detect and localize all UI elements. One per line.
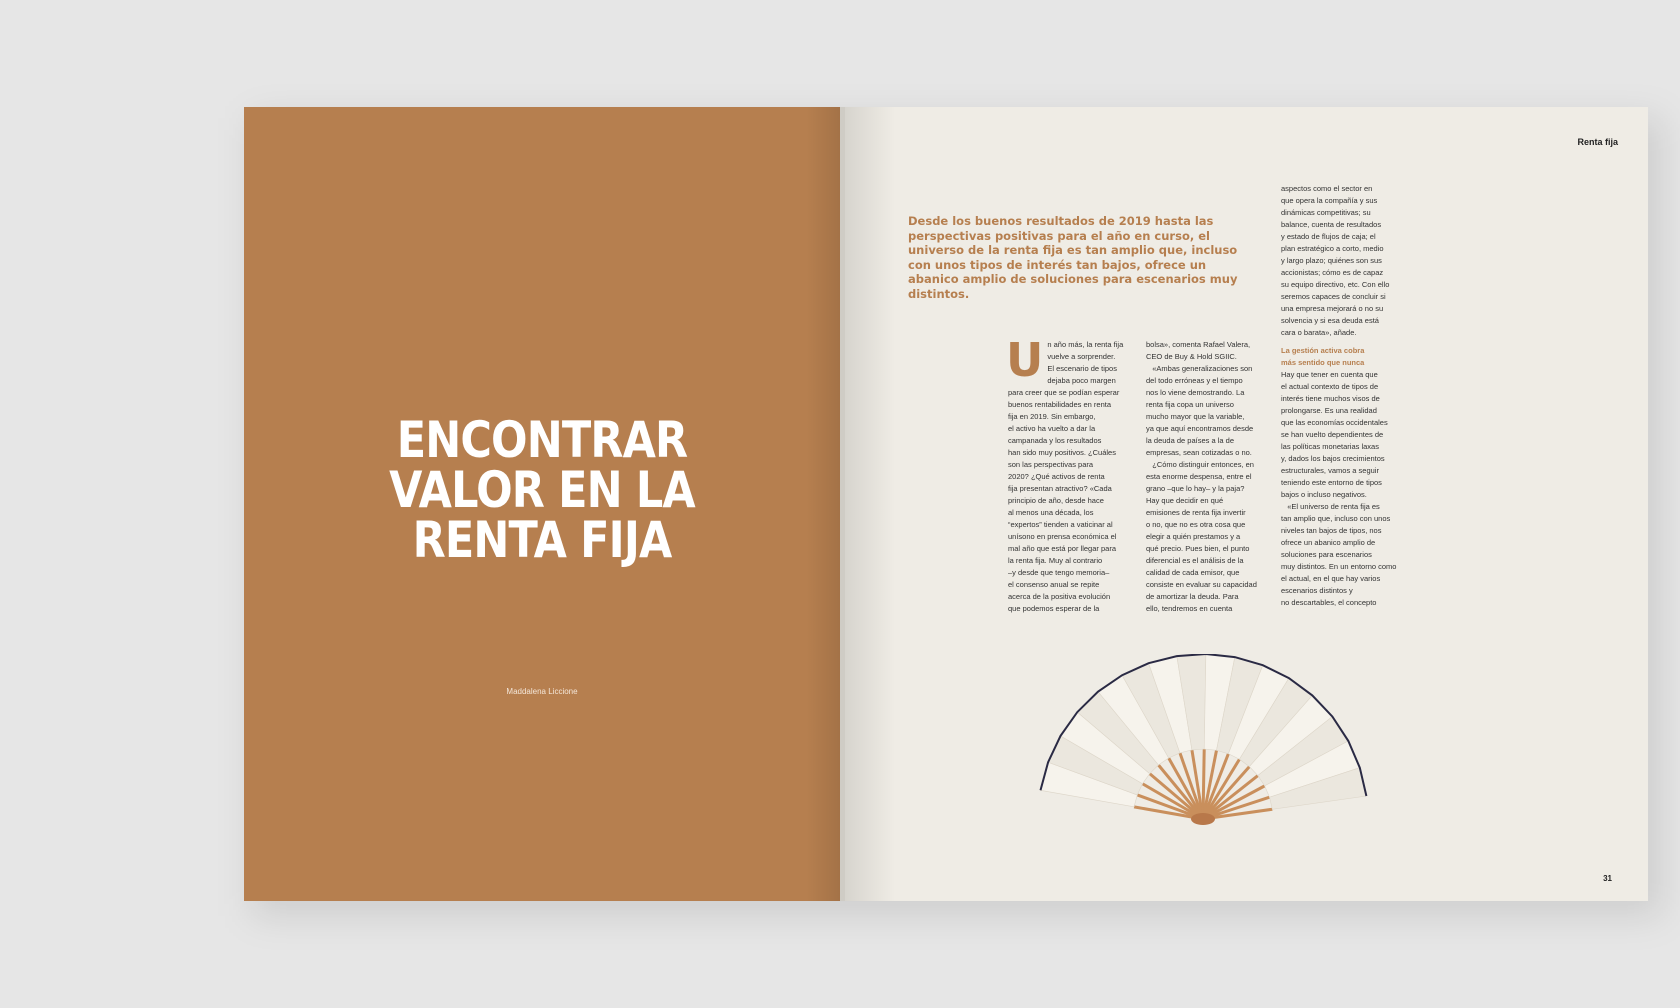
right-page: [845, 107, 1648, 901]
text-line: balance, cuenta de resultados: [1281, 220, 1382, 229]
section-tag: Renta fija: [1577, 137, 1618, 147]
text-line: muy distintos. En un entorno como: [1281, 562, 1397, 571]
text-line: buenos rentabilidades en renta: [1008, 400, 1111, 409]
text-line: «Ambas generalizaciones son: [1146, 364, 1253, 373]
text-line: el actual, en el que hay varios: [1281, 574, 1381, 583]
text-line: el activo ha vuelto a dar la: [1008, 424, 1096, 433]
lead-paragraph: Desde los buenos resultados de 2019 hasta las perspectivas positivas para el año en curso, el universo de la renta fija es tan amplio que, incluso con unos tipos de interés tan bajos, ofrece un abanico amplio de soluciones para escenarios muy distintos.: [908, 214, 1238, 301]
text-line: el actual contexto de tipos de: [1281, 382, 1379, 391]
text-line: ello, tendremos en cuenta: [1146, 604, 1233, 613]
subheading: [1281, 345, 1401, 369]
text-line: y, dados los bajos crecimientos: [1281, 454, 1385, 463]
text-line: de amortizar la deuda. Para: [1146, 592, 1239, 601]
text-line: mucho mayor que la variable,: [1146, 412, 1245, 421]
author-byline: Maddalena Liccione: [506, 687, 578, 696]
text-line: esta enorme despensa, entre el: [1146, 472, 1252, 481]
text-line: no descartables, el concepto: [1281, 598, 1377, 607]
text-line: su equipo directivo, etc. Con ello: [1281, 280, 1390, 289]
column-2-text: [1146, 339, 1264, 615]
text-line: que podemos esperar de la: [1008, 604, 1100, 613]
text-line: dinámicas competitivas; su: [1281, 208, 1371, 217]
text-line: aspectos como el sector en: [1281, 184, 1373, 193]
text-line: plan estratégico a corto, medio: [1281, 244, 1384, 253]
column-3-text-after: [1281, 369, 1401, 609]
title-line: ENCONTRAR: [396, 411, 688, 469]
text-line: solvencia y si esa deuda está: [1281, 316, 1379, 325]
left-page: [244, 107, 840, 901]
text-line: al menos una década, los: [1008, 508, 1094, 517]
text-line: han sido muy positivos. ¿Cuáles: [1008, 448, 1116, 457]
text-line: mal año que está por llegar para: [1008, 544, 1116, 553]
text-line: la renta fija. Muy al contrario: [1008, 556, 1103, 565]
text-line: las políticas monetarias laxas: [1281, 442, 1379, 451]
text-line: estructurales, vamos a seguir: [1281, 466, 1379, 475]
text-line: fija presentan atractivo? «Cada: [1008, 484, 1112, 493]
text-line: la deuda de países a la de: [1146, 436, 1234, 445]
subheading-line: La gestión activa cobra: [1281, 346, 1365, 355]
text-line: emisiones de renta fija invertir: [1146, 508, 1246, 517]
text-line: elegir a quién prestamos y a: [1146, 532, 1241, 541]
text-line: seremos capaces de concluir si: [1281, 292, 1386, 301]
text-line: ya que aquí encontramos desde: [1146, 424, 1254, 433]
subheading-line: más sentido que nunca: [1281, 358, 1365, 367]
text-line: interés tiene muchos visos de: [1281, 394, 1380, 403]
text-line: Hay que decidir en qué: [1146, 496, 1224, 505]
text-line: una empresa mejorará o no su: [1281, 304, 1384, 313]
text-line: prolongarse. Es una realidad: [1281, 406, 1377, 415]
column-3-text-before: [1281, 183, 1401, 339]
text-line: fija en 2019. Sin embargo,: [1008, 412, 1096, 421]
text-line: ofrece un abanico amplio de: [1281, 538, 1376, 547]
text-line: grano –que lo hay– y la paja?: [1146, 484, 1245, 493]
text-line: diferencial es el análisis de la: [1146, 556, 1244, 565]
text-line: empresas, sean cotizadas o no.: [1146, 448, 1252, 457]
text-line: bolsa», comenta Rafael Valera,: [1146, 340, 1251, 349]
text-line: n año más, la renta fija: [1047, 340, 1124, 349]
text-line: Hay que tener en cuenta que: [1281, 370, 1378, 379]
text-line: “expertos” tienden a vaticinar al: [1008, 520, 1113, 529]
body-column-2: [1146, 339, 1264, 615]
text-line: tan amplio que, incluso con unos: [1281, 514, 1391, 523]
text-line: 2020? ¿Qué activos de renta: [1008, 472, 1105, 481]
text-line: CEO de Buy & Hold SGIIC.: [1146, 352, 1237, 361]
text-line: calidad de cada emisor, que: [1146, 568, 1240, 577]
text-line: ¿Cómo distinguir entonces, en: [1146, 460, 1254, 469]
text-line: consiste en evaluar su capacidad: [1146, 580, 1257, 589]
text-line: teniendo este entorno de tipos: [1281, 478, 1382, 487]
text-line: nos lo viene demostrando. La: [1146, 388, 1245, 397]
text-line: dejaba poco margen: [1047, 376, 1116, 385]
text-line: principio de año, desde hace: [1008, 496, 1104, 505]
text-line: unísono en prensa económica el: [1008, 532, 1117, 541]
title-line: RENTA FIJA: [412, 511, 672, 569]
text-line: bajos o incluso negativos.: [1281, 490, 1367, 499]
body-column-3: [1281, 183, 1401, 609]
text-line: del todo erróneas y el tiempo: [1146, 376, 1243, 385]
drop-cap: U: [1006, 333, 1044, 387]
text-line: que las economías occidentales: [1281, 418, 1388, 427]
page-number: 31: [1603, 874, 1612, 883]
text-line: acerca de la positiva evolución: [1008, 592, 1111, 601]
text-line: soluciones para escenarios: [1281, 550, 1372, 559]
folding-fan-illustration: [1035, 654, 1375, 829]
text-line: para creer que se podían esperar: [1008, 388, 1120, 397]
text-line: son las perspectivas para: [1008, 460, 1094, 469]
text-line: se han vuelto dependientes de: [1281, 430, 1384, 439]
body-column-1: [1006, 333, 1124, 615]
text-line: que opera la compañía y sus: [1281, 196, 1378, 205]
text-line: escenarios distintos y: [1281, 586, 1353, 595]
text-line: accionistas; cómo es de capaz: [1281, 268, 1384, 277]
text-line: campanada y los resultados: [1008, 436, 1102, 445]
text-line: y estado de flujos de caja; el: [1281, 232, 1376, 241]
text-line: niveles tan bajos de tipos, nos: [1281, 526, 1382, 535]
title-line: VALOR EN LA: [389, 461, 695, 519]
text-line: el consenso anual se repite: [1008, 580, 1100, 589]
text-line: o no, que no es otra cosa que: [1146, 520, 1246, 529]
text-line: y largo plazo; quiénes son sus: [1281, 256, 1382, 265]
text-line: –y desde que tengo memoria–: [1008, 568, 1110, 577]
text-line: cara o barata», añade.: [1281, 328, 1357, 337]
text-line: renta fija copa un universo: [1146, 400, 1234, 409]
article-title: [286, 411, 799, 569]
text-line: qué precio. Pues bien, el punto: [1146, 544, 1250, 553]
text-line: vuelve a sorprender.: [1047, 352, 1116, 361]
fan-pivot: [1191, 813, 1215, 825]
text-line: El escenario de tipos: [1047, 364, 1117, 373]
text-line: «El universo de renta fija es: [1281, 502, 1380, 511]
